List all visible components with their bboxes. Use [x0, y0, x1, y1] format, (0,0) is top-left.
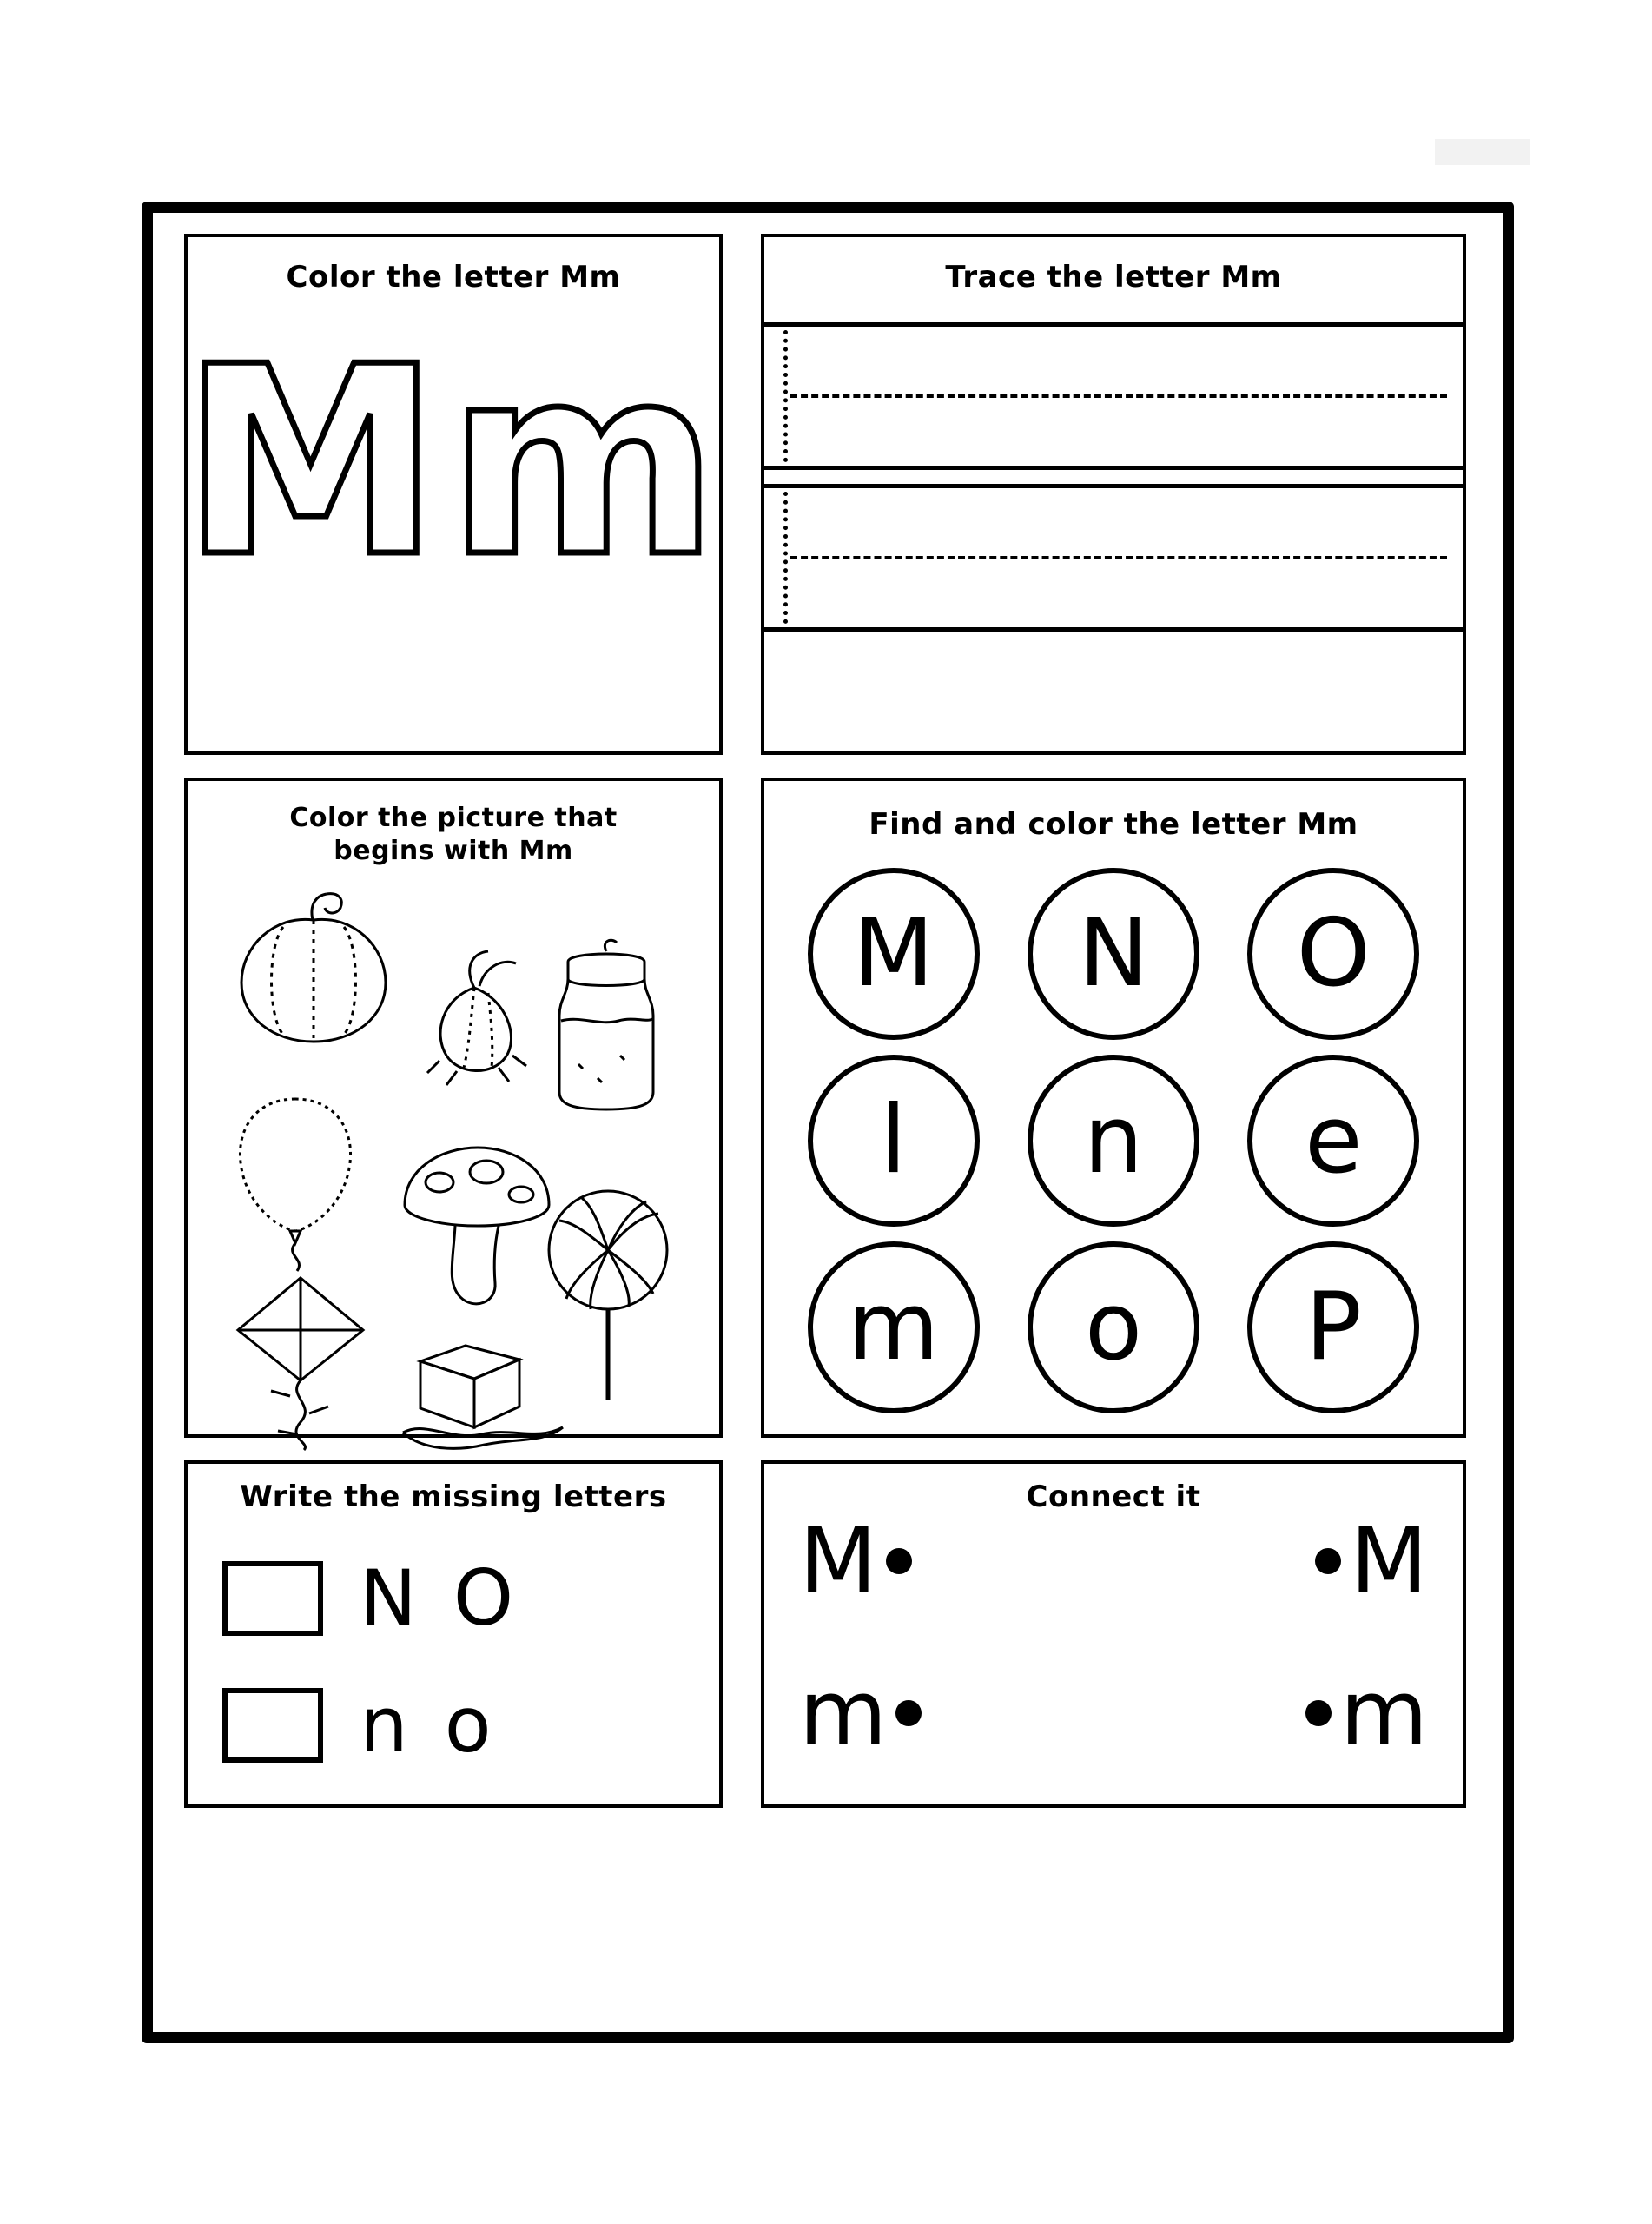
- picture-grid: [196, 877, 710, 1426]
- page-artifact: [1435, 139, 1530, 165]
- trace-line-row-2: [764, 484, 1463, 632]
- missing-letter-input[interactable]: [222, 1688, 323, 1763]
- letter-circle[interactable]: O: [1247, 868, 1419, 1040]
- panel-connect-it: [761, 1460, 1466, 1808]
- letter-circle[interactable]: M: [808, 868, 980, 1040]
- letter-circle[interactable]: m: [808, 1241, 980, 1413]
- milk-carton-icon: [391, 1311, 582, 1467]
- trace-line-row-1: [764, 322, 1463, 470]
- trace-dashed-midline: [790, 556, 1447, 559]
- panel-color-the-picture-title: [188, 802, 719, 867]
- connect-letter: m: [799, 1659, 888, 1766]
- panel-color-the-picture-title-line1: Color the picture that: [289, 803, 618, 833]
- connect-left-side: [799, 1507, 912, 1614]
- connect-rows: [799, 1485, 1428, 1789]
- connect-right-side: [1305, 1659, 1428, 1766]
- panel-color-the-letter: [181, 234, 726, 755]
- panel-find-and-color-title: Find and color the letter Mm: [869, 807, 1358, 842]
- letter-circle[interactable]: n: [1028, 1055, 1199, 1227]
- connect-dot[interactable]: [1305, 1700, 1332, 1726]
- connect-letter: M: [799, 1507, 877, 1614]
- trace-dashed-midline: [790, 394, 1447, 398]
- connect-right-side: [1315, 1507, 1428, 1614]
- connect-left-side: [799, 1659, 922, 1766]
- panel-color-the-letter-title: Color the letter Mm: [286, 260, 621, 295]
- missing-letter-input[interactable]: [222, 1561, 323, 1636]
- panel-write-missing-letters-title: Write the missing letters: [240, 1479, 667, 1514]
- missing-row-letter: n: [360, 1680, 408, 1770]
- connect-dot[interactable]: [886, 1548, 912, 1574]
- worksheet-frame: [142, 202, 1514, 2043]
- trace-start-marker: [783, 330, 788, 462]
- panel-trace-the-letter-title: Trace the letter Mm: [945, 260, 1282, 295]
- worksheet-inner: [153, 213, 1503, 2032]
- panel-connect-it-title: Connect it: [1026, 1479, 1201, 1514]
- onion-icon: [401, 946, 549, 1094]
- letter-circle[interactable]: P: [1247, 1241, 1419, 1413]
- balloon-icon: [217, 1085, 373, 1276]
- missing-letters-row: [222, 1680, 698, 1770]
- connect-row: [799, 1659, 1428, 1766]
- connect-letter: m: [1339, 1659, 1428, 1766]
- connect-dot[interactable]: [1315, 1548, 1341, 1574]
- trace-rule-lines: [764, 322, 1463, 751]
- letter-circle[interactable]: N: [1028, 868, 1199, 1040]
- letter-circle[interactable]: l: [808, 1055, 980, 1227]
- panel-trace-the-letter: [761, 234, 1466, 755]
- missing-row-letter: O: [453, 1553, 514, 1643]
- outline-letters-Mm: Mm: [181, 311, 726, 614]
- pumpkin-icon: [222, 885, 405, 1050]
- missing-row-letter: N: [360, 1553, 417, 1643]
- kite-icon: [214, 1269, 387, 1452]
- panel-color-the-picture: [184, 778, 723, 1438]
- trace-start-marker: [783, 492, 788, 624]
- connect-dot[interactable]: [895, 1700, 922, 1726]
- connect-letter: M: [1350, 1507, 1428, 1614]
- panel-write-missing-letters: [184, 1460, 723, 1808]
- panel-find-and-color: [761, 778, 1466, 1438]
- letter-circle[interactable]: o: [1028, 1241, 1199, 1413]
- missing-row-letter: o: [444, 1680, 492, 1770]
- panel-color-the-picture-title-line2: begins with Mm: [334, 835, 573, 866]
- connect-row: [799, 1507, 1428, 1614]
- letter-circle[interactable]: e: [1247, 1055, 1419, 1227]
- missing-letters-row: [222, 1553, 698, 1643]
- letter-circle-grid: [783, 861, 1444, 1420]
- jam-jar-icon: [537, 925, 676, 1125]
- missing-letters-rows: [222, 1535, 698, 1789]
